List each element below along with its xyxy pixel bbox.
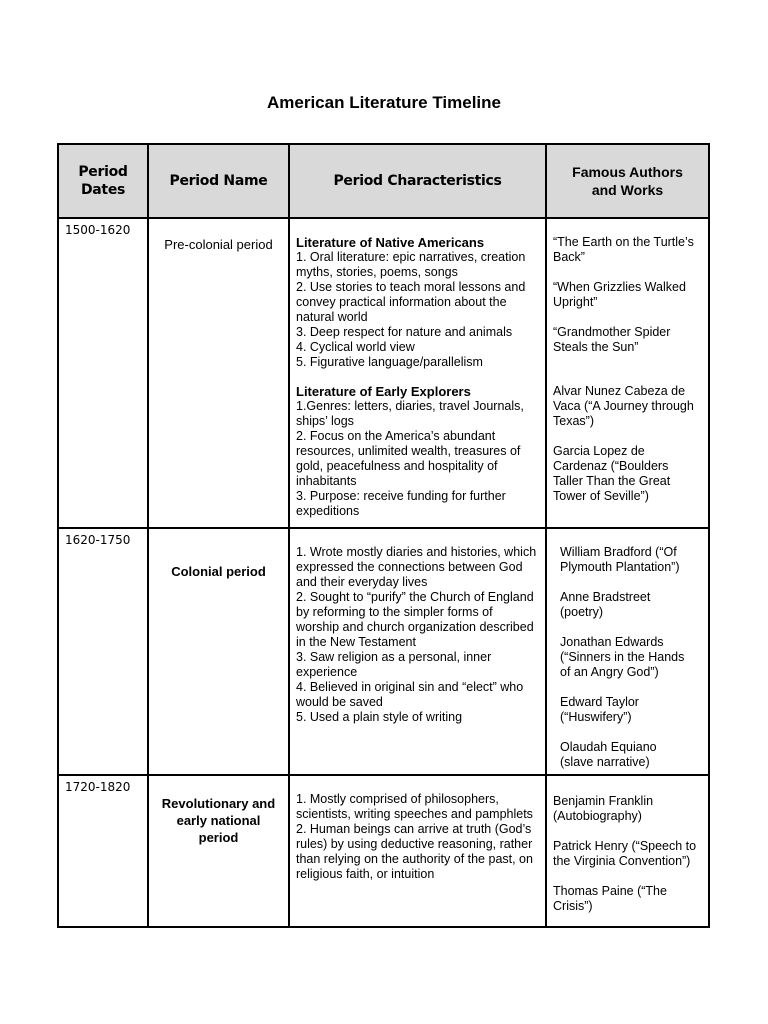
- header-row: [58, 144, 709, 218]
- author-line: Steals the Sun”: [553, 340, 639, 354]
- period-characteristics: [289, 775, 546, 927]
- header-period-dates: Period Dates: [58, 144, 148, 218]
- characteristic-line: would be saved: [296, 695, 383, 709]
- author-line: Texas”): [553, 414, 594, 428]
- characteristic-line: 4. Cyclical world view: [296, 340, 415, 354]
- characteristic-line: 4. Believed in original sin and “elect” who: [296, 680, 524, 694]
- author-entry: [553, 884, 702, 914]
- section-title: Literature of Native Americans: [296, 235, 485, 250]
- author-line: Anne Bradstreet: [560, 590, 651, 604]
- author-line: “When Grizzlies Walked: [553, 280, 686, 294]
- characteristic-line: and their everyday lives: [296, 575, 428, 589]
- author-line: Tower of Seville”): [553, 489, 649, 503]
- characteristic-line: 5. Figurative language/parallelism: [296, 355, 483, 369]
- author-line: Garcia Lopez de: [553, 444, 645, 458]
- period-date: 1620-1750: [58, 528, 148, 775]
- timeline-table: [57, 143, 710, 928]
- characteristic-line: natural world: [296, 310, 368, 324]
- header-period-characteristics: Period Characteristics: [289, 144, 546, 218]
- author-entry: [553, 235, 702, 265]
- author-entry: [560, 695, 702, 725]
- characteristic-line: 5. Used a plain style of writing: [296, 710, 463, 724]
- author-line: (poetry): [560, 605, 604, 619]
- period-name: Colonial period: [171, 564, 266, 579]
- author-line: of an Angry God”): [560, 665, 659, 679]
- author-line: Plymouth Plantation”): [560, 560, 680, 574]
- author-line: Jonathan Edwards: [560, 635, 664, 649]
- characteristic-line: 1. Wrote mostly diaries and histories, which: [296, 545, 537, 559]
- author-entry: [560, 635, 702, 680]
- famous-authors: [546, 775, 709, 927]
- author-line: Taller Than the Great: [553, 474, 671, 488]
- period-characteristics: [289, 528, 546, 775]
- famous-authors: [546, 218, 709, 528]
- period-name: Revolutionary and: [161, 796, 276, 811]
- characteristic-line: by reforming to the simpler forms of: [296, 605, 493, 619]
- author-entry: [560, 740, 702, 770]
- period-date: 1500-1620: [58, 218, 148, 528]
- characteristic-line: 2. Sought to “purify” the Church of England: [296, 590, 534, 604]
- characteristic-line: ships’ logs: [296, 414, 354, 428]
- author-entry: [553, 384, 702, 429]
- characteristic-line: convey practical information about the: [296, 295, 507, 309]
- period-date: 1720-1820: [58, 775, 148, 927]
- period-name: early national: [176, 813, 261, 828]
- characteristic-line: scientists, writing speeches and pamphlets: [296, 807, 533, 821]
- period-name-cell: [148, 218, 289, 528]
- characteristic-line: 1. Mostly comprised of philosophers,: [296, 792, 499, 806]
- characteristic-line: 2. Use stories to teach moral lessons and: [296, 280, 526, 294]
- author-line: Thomas Paine (“The: [553, 884, 667, 898]
- author-line: (Autobiography): [553, 809, 642, 823]
- characteristic-line: worship and church organization described: [296, 620, 534, 634]
- table-row: [58, 218, 709, 528]
- characteristic-line: expressed the connections between God: [296, 560, 523, 574]
- characteristic-line: 1. Oral literature: epic narratives, creation: [296, 250, 526, 264]
- characteristic-line: 2. Focus on the America’s abundant: [296, 429, 496, 443]
- characteristic-line: resources, unlimited wealth, treasures of: [296, 444, 521, 458]
- characteristic-line: inhabitants: [296, 474, 357, 488]
- header-period-name: Period Name: [148, 144, 289, 218]
- characteristic-line: in the New Testament: [296, 635, 416, 649]
- author-line: Crisis”): [553, 899, 593, 913]
- characteristic-line: 1.Genres: letters, diaries, travel Journals,: [296, 399, 524, 413]
- period-name-cell: [148, 775, 289, 927]
- author-line: the Virginia Convention”): [553, 854, 691, 868]
- page-title: American Literature Timeline: [267, 93, 501, 112]
- characteristic-line: experience: [296, 665, 358, 679]
- period-name: Pre-colonial period: [164, 237, 273, 252]
- characteristic-line: 3. Saw religion as a personal, inner: [296, 650, 492, 664]
- author-entry: [560, 545, 702, 575]
- table-row: [58, 775, 709, 927]
- author-line: Upright”: [553, 295, 598, 309]
- characteristic-line: 3. Deep respect for nature and animals: [296, 325, 513, 339]
- author-line: Alvar Nunez Cabeza de: [553, 384, 686, 398]
- characteristic-line: myths, stories, poems, songs: [296, 265, 458, 279]
- author-entry: [553, 794, 702, 824]
- characteristic-line: gold, peacefulness and hospitality of: [296, 459, 498, 473]
- author-entry: [553, 280, 702, 310]
- author-line: (slave narrative): [560, 755, 650, 769]
- author-line: Edward Taylor: [560, 695, 639, 709]
- author-entry: [553, 444, 702, 504]
- period-characteristics: [289, 218, 546, 528]
- author-entry: [553, 839, 702, 869]
- author-line: Back”: [553, 250, 585, 264]
- section-title: Literature of Early Explorers: [296, 384, 471, 399]
- author-line: William Bradford (“Of: [560, 545, 677, 559]
- characteristic-line: 3. Purpose: receive funding for further: [296, 489, 506, 503]
- author-line: “Grandmother Spider: [553, 325, 671, 339]
- period-name-cell: [148, 528, 289, 775]
- author-line: Benjamin Franklin: [553, 794, 654, 808]
- author-entry: [560, 590, 702, 620]
- author-entry: [553, 325, 702, 355]
- characteristic-line: religious faith, or intuition: [296, 867, 435, 881]
- famous-authors: [546, 528, 709, 775]
- characteristic-line: than relying on the authority of the past, on: [296, 852, 533, 866]
- period-name: period: [198, 830, 239, 845]
- author-line: Patrick Henry (“Speech to: [553, 839, 697, 853]
- header-famous-authors: Famous Authors and Works: [546, 144, 709, 218]
- characteristic-line: rules) by using deductive reasoning, rather: [296, 837, 533, 851]
- author-line: Cardenaz (“Boulders: [553, 459, 669, 473]
- characteristic-line: expeditions: [296, 504, 360, 518]
- author-line: “The Earth on the Turtle’s: [553, 235, 694, 249]
- author-line: Vaca (“A Journey through: [553, 399, 694, 413]
- characteristic-line: 2. Human beings can arrive at truth (God’s: [296, 822, 532, 836]
- author-line: Olaudah Equiano: [560, 740, 657, 754]
- author-line: (“Huswifery”): [560, 710, 632, 724]
- author-line: (“Sinners in the Hands: [560, 650, 685, 664]
- table-row: [58, 528, 709, 775]
